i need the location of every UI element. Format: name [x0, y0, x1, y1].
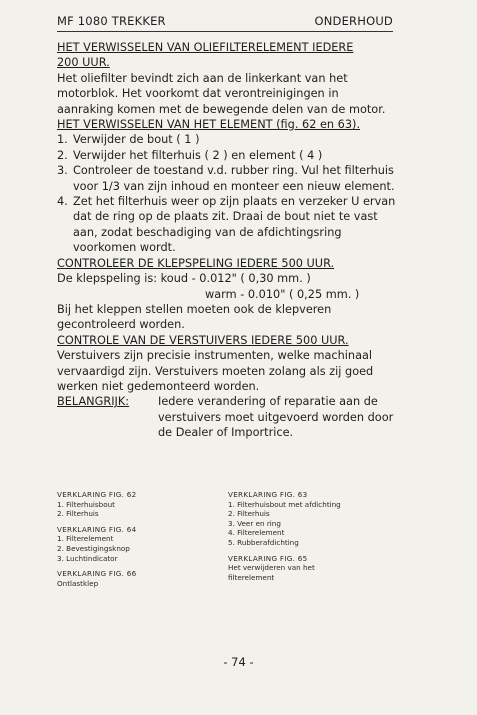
legend-item: 2. Filterhuis: [228, 509, 270, 519]
legend-item: 1. Filterelement: [57, 534, 114, 544]
legend-item: 5. Rubberafdichting: [228, 537, 299, 547]
valve-clearance-warm-row: [57, 287, 397, 302]
main-text: [57, 40, 397, 441]
step-text: Controleer de toestand v.d. rubber ring. Vul het filterhuis voor 1/3 van zijn inhoud en monteer een nieuw element.: [73, 164, 395, 193]
valve-clearance-warm: warm - 0.010" ( 0,25 mm. ): [205, 287, 360, 301]
element-steps-list: [57, 132, 397, 255]
step-text: Verwijder het filterhuis ( 2 ) en element ( 4 ): [73, 148, 323, 162]
legend-column-left: [57, 490, 207, 594]
legend-item: 2. Bevestigingsknop: [57, 543, 130, 553]
legend-fig66: [57, 569, 207, 588]
legend-title: VERKLARING FIG. 63: [228, 490, 308, 499]
section-oilfilter-heading: HET VERWISSELEN VAN OLIEFILTERELEMENT IEDERE: [57, 41, 354, 54]
step-number: 1.: [57, 133, 68, 147]
legend-fig63: [228, 490, 398, 548]
legend-item: 4. Filterelement: [228, 528, 285, 538]
list-item: [57, 194, 397, 256]
legend-fig65: [228, 554, 398, 583]
legend-item: 3. Luchtindicator: [57, 553, 118, 563]
legend-title: VERKLARING FIG. 62: [57, 490, 137, 499]
step-text: Verwijder de bout ( 1 ): [73, 133, 200, 147]
step-number: 2.: [57, 148, 68, 162]
header-title: MF 1080 TREKKER: [57, 14, 166, 28]
valve-clearance-cold: De klepspeling is: koud - 0.012" ( 0,30 mm. ): [57, 272, 311, 286]
section-valve-body: Bij het kleppen stellen moeten ook de klepveren gecontroleerd worden.: [57, 302, 332, 332]
important-label: BELANGRIJK:: [57, 395, 130, 409]
section-element-heading: HET VERWISSELEN VAN HET ELEMENT (fig. 62 en 63).: [57, 118, 361, 132]
important-note: [57, 394, 397, 440]
legend-item: Ontlastklep: [57, 578, 99, 588]
section-oilfilter-body: Het oliefilter bevindt zich aan de linkerkant van het motorblok. Het voorkomt dat verontreinigingen in aanraking komen met de bewegende delen van de motor.: [57, 71, 386, 116]
legend-item: 1. Filterhuisbout: [57, 499, 116, 509]
legend-title: VERKLARING FIG. 65: [228, 553, 308, 563]
header-section: ONDERHOUD: [314, 14, 393, 28]
list-item: [57, 132, 397, 147]
page-header: [57, 13, 393, 32]
legend-item: 1. Filterhuisbout met afdichting: [228, 499, 341, 509]
legend-column-right: [228, 490, 398, 588]
step-text: Zet het filterhuis weer op zijn plaats en verzeker U ervan dat de ring op de plaats zit. Draai de bout niet te vast aan, zodat beschadiging van de afdichtingsring voorkomen wordt.: [73, 195, 396, 255]
list-item: [57, 163, 397, 194]
section-oilfilter-heading-cont: 200 UUR.: [57, 56, 110, 70]
legend-item: 3. Veer en ring: [228, 518, 281, 528]
section-injector-heading: CONTROLE VAN DE VERSTUIVERS IEDERE 500 UUR.: [57, 333, 349, 347]
legend-title: VERKLARING FIG. 64: [57, 524, 137, 534]
step-number: 4.: [57, 195, 68, 209]
important-text: Iedere verandering of reparatie aan de verstuivers moet uitgevoerd worden door de Dealer of Importrice.: [158, 395, 394, 440]
page-number: - 74 -: [223, 655, 254, 669]
section-valve-heading: CONTROLEER DE KLEPSPELING IEDERE 500 UUR.: [57, 256, 335, 270]
list-item: [57, 148, 397, 163]
section-injector-body: Verstuivers zijn precisie instrumenten, welke machinaal vervaardigd zijn. Verstuivers moeten zolang als zij goed werken niet gedemonteerd worden.: [57, 349, 374, 393]
legend-fig64: [57, 525, 207, 563]
legend-fig62: [57, 490, 207, 519]
step-number: 3.: [57, 164, 68, 178]
legend-item: 2. Filterhuis: [57, 509, 99, 519]
legend-item: Het verwijderen van het filterelement: [228, 563, 315, 582]
legend-title: VERKLARING FIG. 66: [57, 569, 137, 579]
